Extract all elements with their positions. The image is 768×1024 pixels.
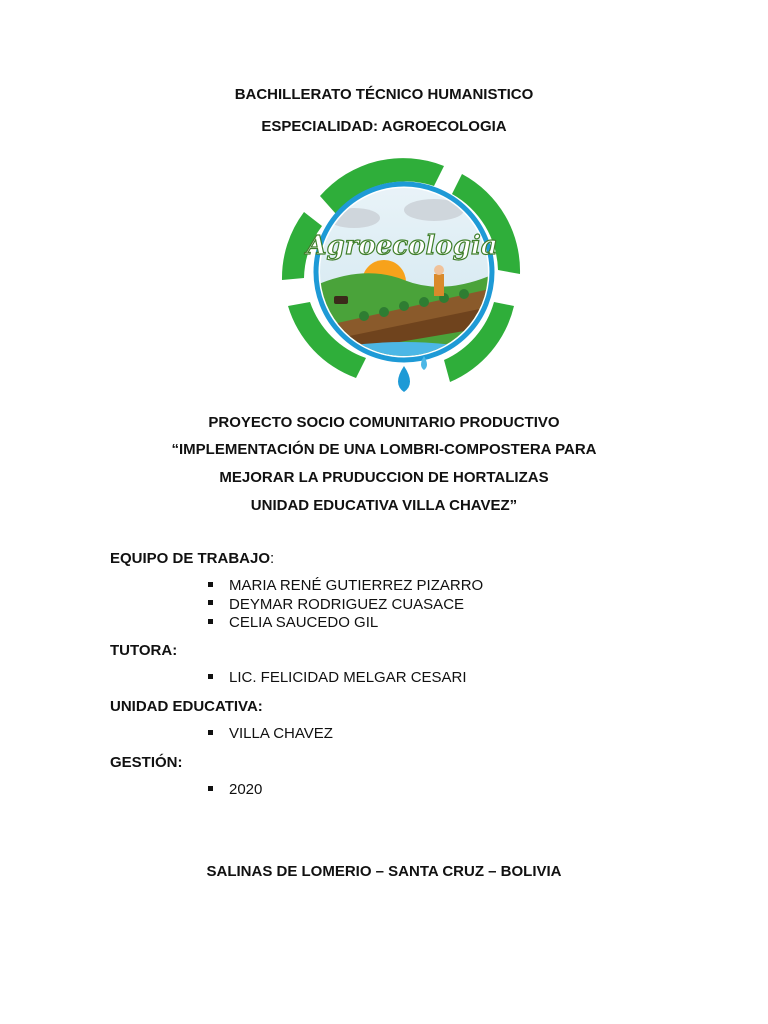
- bullet-square-icon: [208, 730, 213, 735]
- bullet-square-icon: [208, 600, 213, 605]
- list-item: [208, 577, 483, 596]
- team-heading-text: EQUIPO DE TRABAJO: [110, 550, 271, 567]
- project-title-line2: “IMPLEMENTACIÓN DE UNA LOMBRI-COMPOSTERA PARA: [171, 441, 597, 458]
- team-member-name: MARIA RENÉ GUTIERREZ PIZARRO: [229, 577, 484, 594]
- specialty-title: ESPECIALIDAD: AGROECOLOGIA: [261, 118, 507, 135]
- tutor-heading: TUTORA:: [110, 642, 178, 659]
- bullet-square-icon: [208, 786, 213, 791]
- school-heading: UNIDAD EDUCATIVA:: [110, 698, 263, 715]
- project-title-line4: UNIDAD EDUCATIVA VILLA CHAVEZ”: [250, 497, 518, 514]
- list-item: [208, 669, 467, 688]
- school-name: VILLA CHAVEZ: [229, 725, 333, 742]
- list-item: [208, 596, 483, 615]
- location-footer: SALINAS DE LOMERIO – SANTA CRUZ – BOLIVIA: [206, 863, 562, 880]
- team-member-list: [208, 577, 483, 633]
- list-item: [208, 725, 333, 744]
- project-title-line1: PROYECTO SOCIO COMUNITARIO PRODUCTIVO: [208, 414, 560, 431]
- bullet-square-icon: [208, 619, 213, 624]
- water-drop-icon: [398, 366, 410, 392]
- tutor-name: LIC. FELICIDAD MELGAR CESARI: [229, 669, 467, 686]
- tutor-list: [208, 669, 467, 688]
- team-member-name: DEYMAR RODRIGUEZ CUASACE: [229, 595, 465, 613]
- gestion-heading: GESTIÓN:: [110, 754, 183, 771]
- bullet-square-icon: [208, 582, 213, 587]
- bullet-square-icon: [208, 674, 213, 679]
- agroecologia-logo: [274, 156, 530, 402]
- list-item: [208, 781, 262, 800]
- team-member-name: CELIA SAUCEDO GIL: [229, 614, 379, 631]
- school-type-title: BACHILLERATO TÉCNICO HUMANISTICO: [234, 86, 534, 103]
- school-list: [208, 725, 333, 744]
- team-heading: [110, 550, 274, 567]
- project-title-line3: MEJORAR LA PRUDUCCION DE HORTALIZAS: [219, 469, 549, 486]
- list-item: [208, 614, 483, 633]
- logo-wordmark: Agroecologia: [306, 231, 498, 261]
- team-heading-colon: :: [270, 550, 275, 567]
- gestion-list: [208, 781, 262, 800]
- gestion-year: 2020: [229, 781, 263, 798]
